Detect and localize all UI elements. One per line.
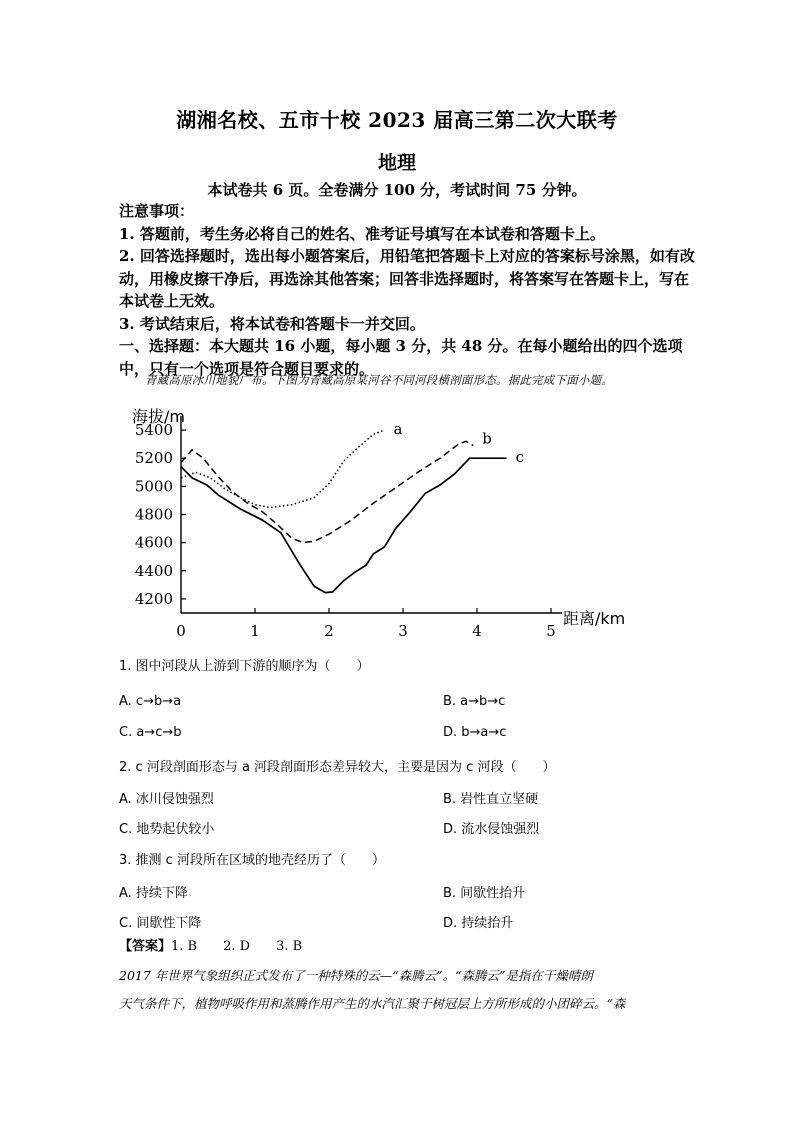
x-tick-label: 5 [546, 622, 556, 640]
question-3-option-c[interactable]: C. 间歇性下降 [119, 916, 202, 931]
y-tick-label: 5200 [134, 449, 173, 468]
question-1-option-d[interactable]: D. b→a→c [443, 725, 507, 740]
paragraph-line-2: 天气条件下，植物呼吸作用和蒸腾作用产生的水汽汇聚于树冠层上方所形成的小团碎云。“森 [119, 996, 626, 1011]
y-tick-label: 4400 [134, 561, 173, 580]
series-c-line [181, 458, 507, 592]
question-2-option-b[interactable]: B. 岩性直立坚硬 [443, 792, 539, 807]
question-3-stem: 3. 推测 c 河段所在区域的地壳经历了（ ） [119, 853, 385, 868]
exam-title: 湖湘名校、五市十校 2023 届高三第二次大联考 [176, 108, 618, 132]
x-tick-label: 2 [324, 622, 334, 640]
series-b-label: b [482, 429, 492, 448]
x-axis-label: 距离/km [563, 609, 626, 628]
question-1-option-a[interactable]: A. c→b→a [119, 694, 182, 709]
answer-label: 【答案】 [119, 939, 172, 954]
series-a-label: a [393, 420, 403, 439]
section-heading: 一、选择题：本大题共 16 小题，每小题 3 分，共 48 分。在每小题给出的四个选项中，只有一个选项是符合题目要求的。 [119, 337, 683, 378]
y-axis-label: 海拔/m [132, 407, 185, 426]
x-tick-label: 4 [472, 622, 482, 640]
x-tick-label: 0 [176, 622, 186, 640]
question-1-option-c[interactable]: C. a→c→b [119, 725, 182, 740]
y-tick-label: 4800 [134, 505, 173, 524]
x-tick-label: 1 [250, 622, 260, 640]
x-tick-label: 3 [398, 622, 408, 640]
series-c-label: c [515, 448, 525, 467]
notes-heading: 注意事项： [119, 202, 195, 220]
answer-text: 1. B 2. D 3. B [171, 939, 303, 954]
exam-info: 本试卷共 6 页。全卷满分 100 分，考试时间 75 分钟。 [207, 181, 587, 199]
question-intro: 青藏高原冰川地貌广布。下图为青藏高原某河谷不同河段横剖面形态。据此完成下面小题。 [145, 373, 613, 387]
notes-block [119, 200, 703, 380]
y-tick-label: 4200 [134, 589, 173, 608]
paragraph-line-1: 2017 年世界气象组织正式发布了一种特殊的云—“森腾云”。“森腾云”是指在干燥晴朗 [119, 968, 593, 983]
y-tick-label: 5400 [134, 421, 173, 440]
y-tick-label: 5000 [134, 477, 173, 496]
answer-line [119, 935, 302, 954]
note-item-1: 1. 答题前，考生务必将自己的姓名、准考证号填写在本试卷和答题卡上。 [119, 224, 605, 243]
y-tick-label: 4600 [134, 533, 173, 552]
question-3-option-a[interactable]: A. 持续下降 [119, 886, 188, 901]
river-profile-chart [115, 398, 626, 648]
question-3-option-b[interactable]: B. 间歇性抬升 [443, 886, 526, 901]
question-1-option-b[interactable]: B. a→b→c [443, 694, 506, 709]
question-1-stem: 1. 图中河段从上游到下游的顺序为（ ） [119, 659, 370, 674]
question-2-stem: 2. c 河段剖面形态与 a 河段剖面形态差异较大，主要是因为 c 河段（ ） [119, 760, 556, 775]
question-3-option-d[interactable]: D. 持续抬升 [443, 916, 514, 931]
note-item-3: 3. 考试结束后，将本试卷和答题卡一并交回。 [119, 314, 425, 333]
question-2-option-a[interactable]: A. 冰川侵蚀强烈 [119, 792, 214, 807]
question-2-option-c[interactable]: C. 地势起伏较小 [119, 822, 215, 837]
subject-title: 地理 [377, 152, 416, 174]
question-2-option-d[interactable]: D. 流水侵蚀强烈 [443, 822, 540, 837]
note-item-2: 2. 回答选择题时，选出每小题答案后，用铅笔把答题卡上对应的答案标号涂黑，如有改动，用橡皮擦干净后，再选涂其他答案；回答非选择题时，将答案写在答题卡上，写在本试卷上无效。 [119, 247, 695, 310]
